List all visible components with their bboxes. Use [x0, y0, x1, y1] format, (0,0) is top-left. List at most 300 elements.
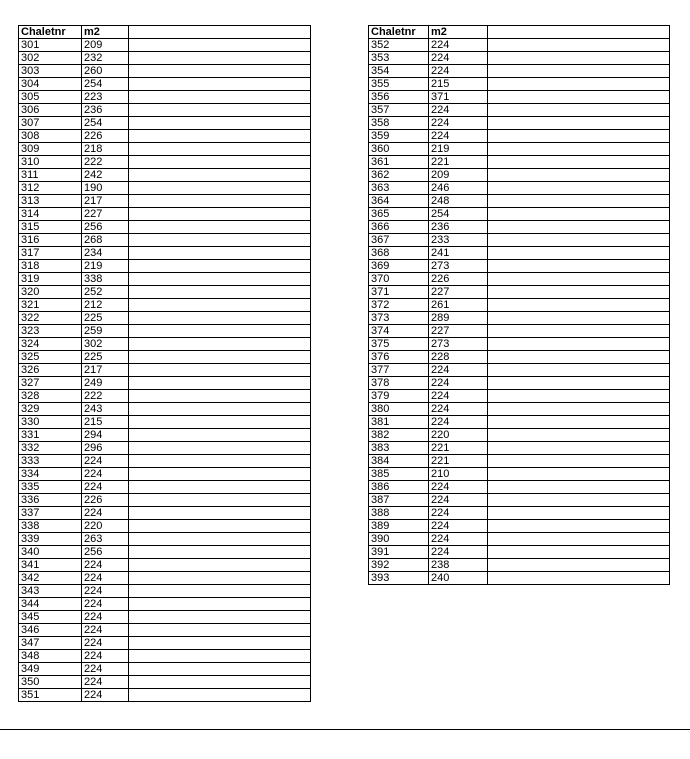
m2-cell: 224	[82, 481, 129, 494]
m2-cell: 273	[429, 338, 488, 351]
chaletnr-cell: 324	[19, 338, 82, 351]
empty-cell	[129, 572, 311, 585]
m2-cell: 218	[82, 143, 129, 156]
empty-cell	[488, 546, 670, 559]
m2-cell: 224	[429, 377, 488, 390]
header-empty	[488, 26, 670, 39]
table-row	[369, 104, 670, 117]
m2-cell: 224	[82, 650, 129, 663]
table-row	[369, 533, 670, 546]
empty-cell	[129, 624, 311, 637]
m2-cell: 268	[82, 234, 129, 247]
table-row	[369, 494, 670, 507]
m2-cell: 190	[82, 182, 129, 195]
m2-cell: 224	[429, 533, 488, 546]
m2-cell: 215	[82, 416, 129, 429]
chaletnr-cell: 375	[369, 338, 429, 351]
table-row	[19, 468, 311, 481]
table-row	[369, 416, 670, 429]
m2-cell: 242	[82, 169, 129, 182]
table-row	[19, 195, 311, 208]
table-row	[19, 442, 311, 455]
table-row	[369, 312, 670, 325]
table-row	[369, 65, 670, 78]
table-row	[19, 130, 311, 143]
chaletnr-cell: 354	[369, 65, 429, 78]
m2-cell: 260	[82, 65, 129, 78]
m2-cell: 234	[82, 247, 129, 260]
table-row	[19, 364, 311, 377]
table-row	[19, 429, 311, 442]
table-row	[369, 78, 670, 91]
table-row	[369, 247, 670, 260]
table-row	[369, 208, 670, 221]
m2-cell: 224	[429, 390, 488, 403]
empty-cell	[129, 364, 311, 377]
empty-cell	[129, 234, 311, 247]
empty-cell	[129, 169, 311, 182]
m2-cell: 273	[429, 260, 488, 273]
table-row	[369, 143, 670, 156]
table-row	[19, 78, 311, 91]
empty-cell	[488, 104, 670, 117]
empty-cell	[488, 520, 670, 533]
empty-cell	[129, 455, 311, 468]
chaletnr-cell: 389	[369, 520, 429, 533]
empty-cell	[129, 91, 311, 104]
table-row	[19, 507, 311, 520]
empty-cell	[488, 390, 670, 403]
table-row	[19, 663, 311, 676]
m2-cell: 224	[429, 520, 488, 533]
chaletnr-cell: 370	[369, 273, 429, 286]
chaletnr-cell: 331	[19, 429, 82, 442]
empty-cell	[488, 559, 670, 572]
empty-cell	[488, 39, 670, 52]
table-row	[19, 611, 311, 624]
empty-cell	[129, 299, 311, 312]
table-row	[19, 221, 311, 234]
chaletnr-cell: 358	[369, 117, 429, 130]
table-row	[369, 455, 670, 468]
chaletnr-cell: 368	[369, 247, 429, 260]
table-row	[369, 52, 670, 65]
chaletnr-cell: 318	[19, 260, 82, 273]
table-row	[369, 520, 670, 533]
table-row	[19, 416, 311, 429]
chaletnr-cell: 371	[369, 286, 429, 299]
m2-cell: 224	[82, 624, 129, 637]
empty-cell	[488, 117, 670, 130]
empty-cell	[488, 156, 670, 169]
table-row	[19, 546, 311, 559]
table-row	[19, 338, 311, 351]
chaletnr-cell: 390	[369, 533, 429, 546]
table-row	[369, 325, 670, 338]
table-row	[369, 338, 670, 351]
m2-cell: 224	[429, 65, 488, 78]
chaletnr-cell: 380	[369, 403, 429, 416]
m2-cell: 209	[429, 169, 488, 182]
table-row	[369, 429, 670, 442]
empty-cell	[488, 273, 670, 286]
m2-cell: 226	[82, 130, 129, 143]
table-row	[19, 247, 311, 260]
m2-cell: 227	[429, 286, 488, 299]
empty-cell	[129, 52, 311, 65]
m2-cell: 338	[82, 273, 129, 286]
m2-cell: 289	[429, 312, 488, 325]
chaletnr-cell: 372	[369, 299, 429, 312]
table-row	[369, 156, 670, 169]
empty-cell	[129, 286, 311, 299]
table-row	[369, 234, 670, 247]
empty-cell	[488, 52, 670, 65]
chaletnr-cell: 327	[19, 377, 82, 390]
empty-cell	[129, 637, 311, 650]
empty-cell	[488, 442, 670, 455]
table-row	[19, 52, 311, 65]
table-row	[19, 143, 311, 156]
table-row	[19, 156, 311, 169]
m2-cell: 236	[429, 221, 488, 234]
chaletnr-cell: 378	[369, 377, 429, 390]
table-row	[19, 559, 311, 572]
m2-cell: 261	[429, 299, 488, 312]
m2-cell: 219	[82, 260, 129, 273]
empty-cell	[129, 663, 311, 676]
chaletnr-cell: 374	[369, 325, 429, 338]
chaletnr-cell: 365	[369, 208, 429, 221]
chaletnr-cell: 308	[19, 130, 82, 143]
header-chaletnr: Chaletnr	[19, 26, 82, 39]
chaletnr-cell: 366	[369, 221, 429, 234]
table-row	[369, 182, 670, 195]
header-m2: m2	[82, 26, 129, 39]
chaletnr-cell: 351	[19, 689, 82, 702]
chaletnr-cell: 323	[19, 325, 82, 338]
m2-cell: 243	[82, 403, 129, 416]
table-row	[19, 65, 311, 78]
chaletnr-cell: 307	[19, 117, 82, 130]
m2-cell: 252	[82, 286, 129, 299]
m2-cell: 212	[82, 299, 129, 312]
m2-cell: 221	[429, 156, 488, 169]
empty-cell	[488, 182, 670, 195]
chaletnr-cell: 334	[19, 468, 82, 481]
table-row	[19, 39, 311, 52]
chaletnr-cell: 376	[369, 351, 429, 364]
chaletnr-cell: 363	[369, 182, 429, 195]
empty-cell	[488, 351, 670, 364]
m2-cell: 223	[82, 91, 129, 104]
m2-cell: 217	[82, 364, 129, 377]
empty-cell	[129, 533, 311, 546]
table-row	[19, 520, 311, 533]
chaletnr-cell: 303	[19, 65, 82, 78]
table-row	[369, 91, 670, 104]
table-row	[19, 234, 311, 247]
empty-cell	[129, 442, 311, 455]
chaletnr-cell: 350	[19, 676, 82, 689]
empty-cell	[488, 78, 670, 91]
header-m2: m2	[429, 26, 488, 39]
m2-cell: 224	[429, 494, 488, 507]
m2-cell: 224	[82, 676, 129, 689]
empty-cell	[129, 468, 311, 481]
m2-cell: 224	[82, 572, 129, 585]
chaletnr-cell: 330	[19, 416, 82, 429]
empty-cell	[488, 364, 670, 377]
chaletnr-cell: 373	[369, 312, 429, 325]
chaletnr-cell: 310	[19, 156, 82, 169]
empty-cell	[129, 403, 311, 416]
chaletnr-cell: 336	[19, 494, 82, 507]
m2-cell: 224	[429, 507, 488, 520]
chaletnr-cell: 382	[369, 429, 429, 442]
table-row	[19, 117, 311, 130]
empty-cell	[129, 429, 311, 442]
m2-cell: 222	[82, 390, 129, 403]
table-row	[19, 208, 311, 221]
chaletnr-cell: 315	[19, 221, 82, 234]
m2-cell: 221	[429, 455, 488, 468]
empty-cell	[129, 494, 311, 507]
m2-cell: 225	[82, 351, 129, 364]
table-row	[19, 676, 311, 689]
empty-cell	[488, 143, 670, 156]
empty-cell	[488, 260, 670, 273]
table-row	[19, 104, 311, 117]
empty-cell	[488, 468, 670, 481]
m2-cell: 224	[82, 585, 129, 598]
table-row	[19, 689, 311, 702]
table-row	[369, 507, 670, 520]
empty-cell	[129, 611, 311, 624]
chaletnr-cell: 391	[369, 546, 429, 559]
chaletnr-cell: 344	[19, 598, 82, 611]
empty-cell	[129, 481, 311, 494]
empty-cell	[129, 247, 311, 260]
m2-cell: 259	[82, 325, 129, 338]
empty-cell	[488, 416, 670, 429]
empty-cell	[488, 481, 670, 494]
chaletnr-cell: 379	[369, 390, 429, 403]
chaletnr-cell: 349	[19, 663, 82, 676]
chaletnr-cell: 317	[19, 247, 82, 260]
m2-cell: 224	[82, 663, 129, 676]
empty-cell	[129, 377, 311, 390]
m2-cell: 224	[429, 117, 488, 130]
m2-cell: 220	[82, 520, 129, 533]
chaletnr-cell: 341	[19, 559, 82, 572]
m2-cell: 256	[82, 221, 129, 234]
table-row	[19, 650, 311, 663]
empty-cell	[488, 507, 670, 520]
m2-cell: 224	[82, 637, 129, 650]
chaletnr-cell: 304	[19, 78, 82, 91]
chaletnr-cell: 386	[369, 481, 429, 494]
chaletnr-cell: 362	[369, 169, 429, 182]
table-row	[369, 299, 670, 312]
m2-cell: 224	[82, 455, 129, 468]
m2-cell: 263	[82, 533, 129, 546]
table-row	[369, 286, 670, 299]
empty-cell	[129, 273, 311, 286]
empty-cell	[488, 494, 670, 507]
chaletnr-cell: 360	[369, 143, 429, 156]
chaletnr-cell: 387	[369, 494, 429, 507]
empty-cell	[129, 390, 311, 403]
m2-cell: 302	[82, 338, 129, 351]
table-row	[19, 312, 311, 325]
chaletnr-cell: 328	[19, 390, 82, 403]
m2-cell: 224	[429, 104, 488, 117]
m2-cell: 227	[429, 325, 488, 338]
m2-cell: 248	[429, 195, 488, 208]
chaletnr-cell: 393	[369, 572, 429, 585]
m2-cell: 254	[82, 78, 129, 91]
chaletnr-cell: 301	[19, 39, 82, 52]
empty-cell	[488, 286, 670, 299]
empty-cell	[129, 650, 311, 663]
empty-cell	[129, 520, 311, 533]
table-row	[369, 390, 670, 403]
empty-cell	[129, 338, 311, 351]
chaletnr-cell: 364	[369, 195, 429, 208]
table-row	[19, 286, 311, 299]
chalet-table-right	[368, 25, 670, 585]
table-row	[369, 572, 670, 585]
m2-cell: 226	[82, 494, 129, 507]
m2-cell: 224	[429, 403, 488, 416]
empty-cell	[129, 208, 311, 221]
chaletnr-cell: 361	[369, 156, 429, 169]
empty-cell	[129, 156, 311, 169]
empty-cell	[488, 169, 670, 182]
m2-cell: 240	[429, 572, 488, 585]
chaletnr-cell: 352	[369, 39, 429, 52]
chaletnr-cell: 348	[19, 650, 82, 663]
table-row	[19, 598, 311, 611]
empty-cell	[129, 78, 311, 91]
m2-cell: 224	[429, 481, 488, 494]
chaletnr-cell: 385	[369, 468, 429, 481]
table-row	[369, 559, 670, 572]
empty-cell	[129, 585, 311, 598]
m2-cell: 226	[429, 273, 488, 286]
m2-cell: 224	[82, 611, 129, 624]
m2-cell: 224	[82, 468, 129, 481]
empty-cell	[129, 546, 311, 559]
table-row	[369, 403, 670, 416]
table-row	[19, 533, 311, 546]
chaletnr-cell: 326	[19, 364, 82, 377]
chaletnr-cell: 325	[19, 351, 82, 364]
table-row	[19, 299, 311, 312]
chalet-table-left	[18, 25, 311, 702]
table-row	[369, 364, 670, 377]
m2-cell: 224	[429, 546, 488, 559]
header-empty	[129, 26, 311, 39]
chaletnr-cell: 322	[19, 312, 82, 325]
empty-cell	[488, 338, 670, 351]
m2-cell: 241	[429, 247, 488, 260]
m2-cell: 371	[429, 91, 488, 104]
table-row	[19, 377, 311, 390]
header-row	[19, 26, 311, 39]
m2-cell: 217	[82, 195, 129, 208]
m2-cell: 238	[429, 559, 488, 572]
chaletnr-cell: 356	[369, 91, 429, 104]
chaletnr-cell: 319	[19, 273, 82, 286]
m2-cell: 232	[82, 52, 129, 65]
chaletnr-cell: 314	[19, 208, 82, 221]
empty-cell	[129, 130, 311, 143]
table-row	[369, 273, 670, 286]
empty-cell	[488, 325, 670, 338]
header-row	[369, 26, 670, 39]
m2-cell: 246	[429, 182, 488, 195]
table-row	[369, 260, 670, 273]
m2-cell: 224	[429, 416, 488, 429]
chaletnr-cell: 305	[19, 91, 82, 104]
empty-cell	[488, 130, 670, 143]
empty-cell	[129, 325, 311, 338]
chaletnr-cell: 313	[19, 195, 82, 208]
m2-cell: 224	[82, 598, 129, 611]
chaletnr-cell: 346	[19, 624, 82, 637]
table-row	[19, 273, 311, 286]
chaletnr-cell: 329	[19, 403, 82, 416]
chaletnr-cell: 343	[19, 585, 82, 598]
chaletnr-cell: 388	[369, 507, 429, 520]
empty-cell	[129, 598, 311, 611]
empty-cell	[129, 143, 311, 156]
empty-cell	[129, 195, 311, 208]
chaletnr-cell: 369	[369, 260, 429, 273]
empty-cell	[129, 507, 311, 520]
chaletnr-cell: 338	[19, 520, 82, 533]
chaletnr-cell: 321	[19, 299, 82, 312]
chaletnr-cell: 359	[369, 130, 429, 143]
m2-cell: 224	[429, 364, 488, 377]
chaletnr-cell: 316	[19, 234, 82, 247]
empty-cell	[488, 403, 670, 416]
empty-cell	[488, 221, 670, 234]
m2-cell: 225	[82, 312, 129, 325]
chaletnr-cell: 306	[19, 104, 82, 117]
table-row	[19, 169, 311, 182]
empty-cell	[129, 182, 311, 195]
table-row	[19, 403, 311, 416]
empty-cell	[488, 299, 670, 312]
empty-cell	[129, 676, 311, 689]
empty-cell	[129, 221, 311, 234]
chaletnr-cell: 340	[19, 546, 82, 559]
chaletnr-cell: 383	[369, 442, 429, 455]
empty-cell	[488, 377, 670, 390]
m2-cell: 254	[82, 117, 129, 130]
table-row	[19, 494, 311, 507]
table-row	[369, 351, 670, 364]
empty-cell	[129, 351, 311, 364]
m2-cell: 236	[82, 104, 129, 117]
table-row	[369, 195, 670, 208]
chaletnr-cell: 357	[369, 104, 429, 117]
m2-cell: 224	[82, 689, 129, 702]
empty-cell	[129, 65, 311, 78]
